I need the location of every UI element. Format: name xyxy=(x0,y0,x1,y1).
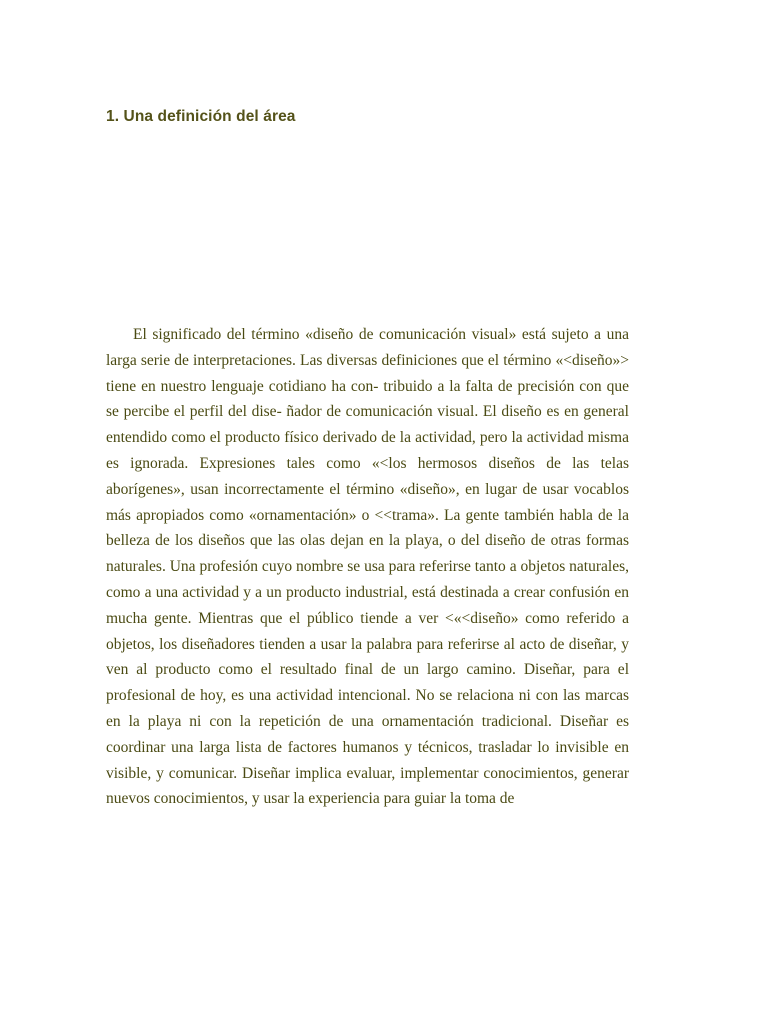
section-heading: 1. Una definición del área xyxy=(106,108,296,125)
body-paragraph: El significado del término «diseño de comunicación visual» está sujeto a una larga serie de interpretaciones. Las diversas definiciones que el término «<diseño»> tiene en nuestro lenguaje cotidiano ha con- tribuido a la falta de precisión con que se percibe el perfil del dise- ñador de comunicación visual. El diseño es en general entendido como el producto físico derivado de la actividad, pero la actividad misma es ignorada. Expresiones tales como «<los hermosos diseños de las telas aborígenes», usan incorrectamente el término «diseño», en lugar de usar vocablos más apropiados como «ornamentación» o <<trama». La gente también habla de la belleza de los diseños que las olas dejan en la playa, o del diseño de otras formas naturales. Una profesión cuyo nombre se usa para referirse tanto a objetos naturales, como a una actividad y a un producto industrial, está destinada a crear confusión en mucha gente. Mientras que el público tiende a ver <«<diseño» como referido a objetos, los diseñadores tienden a usar la palabra para referirse al acto de diseñar, y ven al producto como el resultado final de un largo camino. Diseñar, para el profesional de hoy, es una actividad intencional. No se relaciona ni con las marcas en la playa ni con la repetición de una ornamentación tradicional. Diseñar es coordinar una larga lista de factores humanos y técnicos, trasladar lo invisible en visible, y comunicar. Diseñar implica evaluar, implementar conocimientos, generar nuevos conocimientos, y usar la experiencia para guiar la toma de xyxy=(106,326,629,808)
